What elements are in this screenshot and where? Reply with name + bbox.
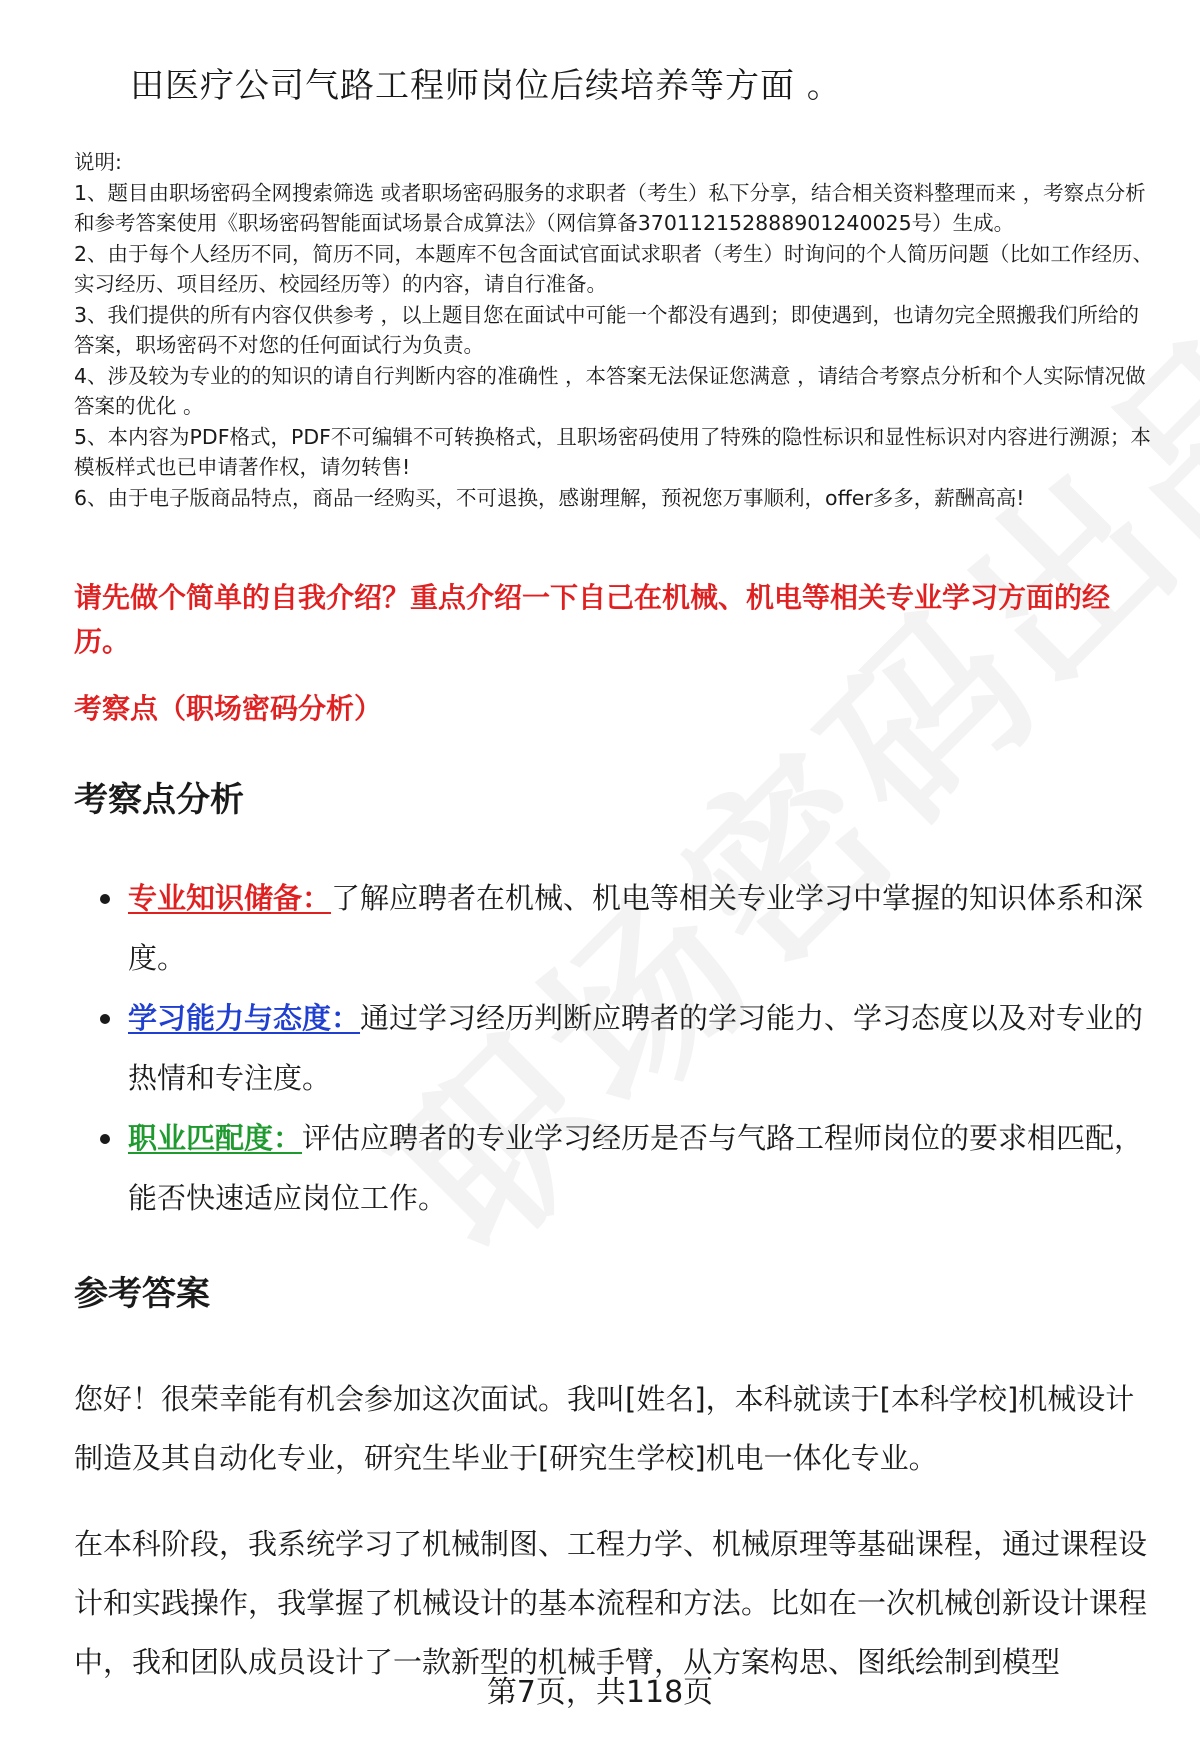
point-term[interactable]: 职业匹配度： [128,1121,303,1155]
analysis-point [74,868,1154,988]
page-title: 田医疗公司气路工程师岗位后续培养等方面 。 [130,66,842,106]
page-number: 第7页，共118页 [486,1675,714,1710]
notes-heading: 说明: [74,150,122,174]
point-text: 评估应聘者的专业学习经历是否与气路工程师岗位的要求相匹配，能否快速适应岗位工作。 [128,1121,1144,1215]
analysis-heading: 考察点分析 [74,780,244,820]
note-item: 5、本内容为PDF格式，PDF不可编辑不可转换格式，且职场密码使用了特殊的隐性标识和显性标识对内容进行溯源；本模板样式也已申请著作权，请勿转售! [74,424,1151,479]
analysis-link[interactable]: 考察点（职场密码分析） [74,692,383,725]
note-item: 6、由于电子版商品特点，商品一经购买，不可退换，感谢理解，预祝您万事顺利，offer多多，薪酬高高! [74,485,1025,510]
point-term[interactable]: 学习能力与态度： [128,1001,361,1035]
bullet-icon [100,1134,110,1144]
answer-paragraph: 在本科阶段，我系统学习了机械制图、工程力学、机械原理等基础课程，通过课程设计和实践操作，我掌握了机械设计的基本流程和方法。比如在一次机械创新设计课程中，我和团队成员设计了一款新型的机械手臂，从方案构思、图纸绘制到模型 [74,1527,1148,1679]
note-item: 1、题目由职场密码全网搜索筛选 或者职场密码服务的求职者（考生）私下分享，结合相关资料整理而来 ，考察点分析和参考答案使用《职场密码智能面试场景合成算法》（网信算备370112152888901240025号）生成。 [74,180,1146,235]
notes-section [74,147,1154,513]
bullet-icon [100,1014,110,1024]
analysis-point [74,988,1154,1108]
note-item: 4、涉及较为专业的的知识的请自行判断内容的准确性 ，本答案无法保证您满意 ，请结合考察点分析和个人实际情况做答案的优化 。 [74,363,1146,418]
interview-question: 请先做个简单的自我介绍？重点介绍一下自己在机械、机电等相关专业学习方面的经历。 [74,581,1111,658]
bullet-icon [100,894,110,904]
note-item: 3、我们提供的所有内容仅供参考 ，以上题目您在面试中可能一个都没有遇到；即使遇到，也请勿完全照搬我们所给的答案，职场密码不对您的任何面试行为负责。 [74,302,1140,357]
point-text: 了解应聘者在机械、机电等相关专业学习中掌握的知识体系和深度。 [128,881,1144,975]
answer-paragraph: 您好！很荣幸能有机会参加这次面试。我叫[姓名]，本科就读于[本科学校]机械设计制造及其自动化专业，研究生毕业于[研究生学校]机电一体化专业。 [74,1382,1135,1475]
point-term[interactable]: 专业知识储备： [128,881,332,915]
answer-heading: 参考答案 [74,1274,210,1314]
analysis-point [74,1108,1154,1228]
analysis-points-list [74,868,1154,1228]
point-text: 通过学习经历判断应聘者的学习能力、学习态度以及对专业的热情和专注度。 [128,1001,1144,1095]
note-item: 2、由于每个人经历不同，简历不同，本题库不包含面试官面试求职者（考生）时询问的个人简历问题（比如工作经历、实习经历、项目经历、校园经历等）的内容，请自行准备。 [74,241,1154,296]
